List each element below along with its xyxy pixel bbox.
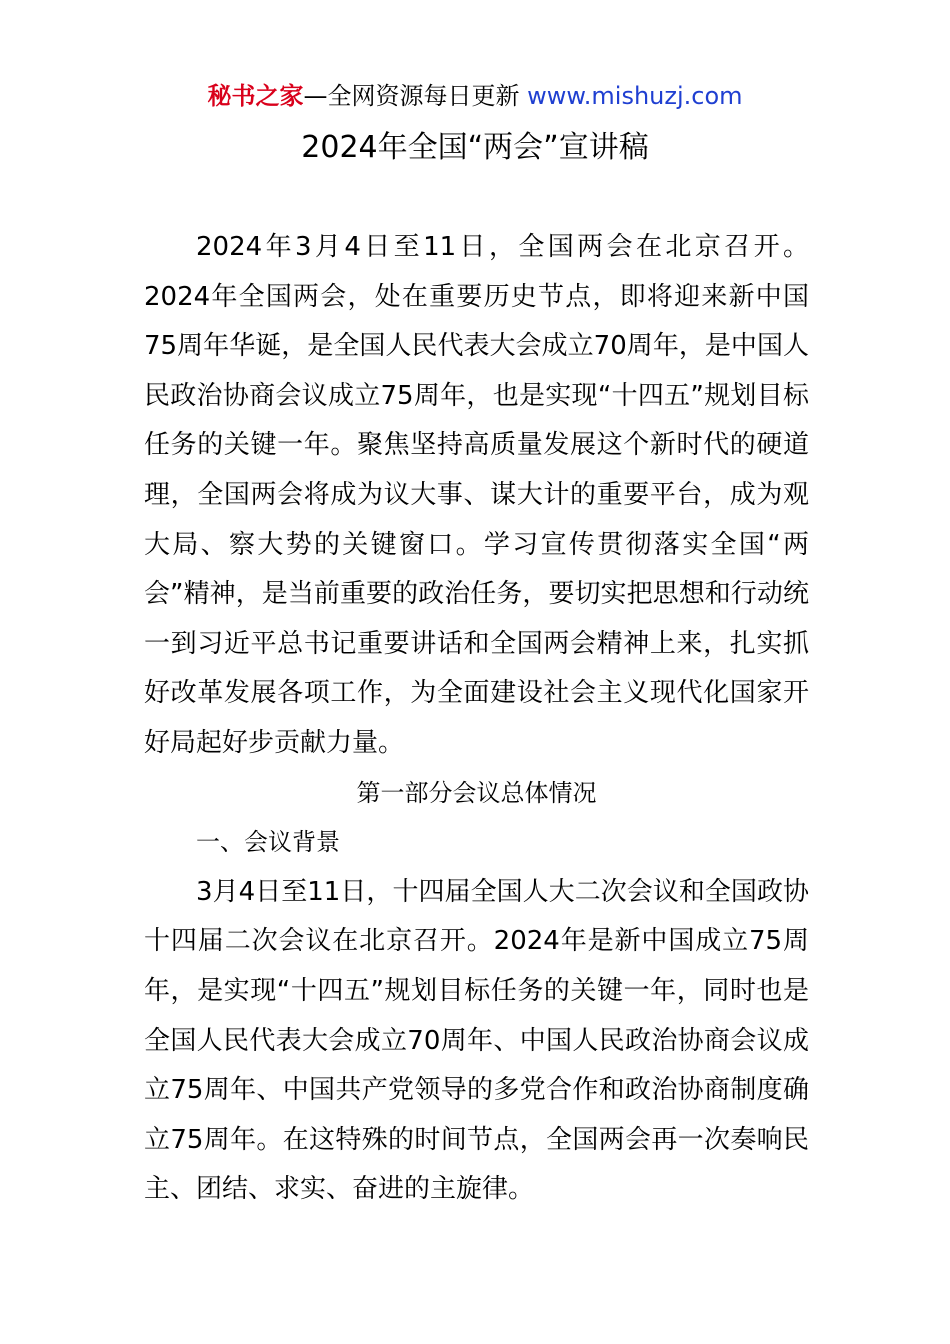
part-heading: 第一部分会议总体情况 [356, 778, 597, 807]
section-heading: 一、会议背景 [196, 828, 340, 857]
document-title: 2024年全国“两会”宣讲稿 [301, 130, 649, 165]
site-header [0, 80, 950, 112]
section-paragraph: 3月4日至11日，十四届全国人大二次会议和全国政协十四届二次会议在北京召开。2024年是新中国成立75周年，是实现“十四五”规划目标任务的关键一年，同时也是全国人民代表大会成立70周年、中国人民政治协商会议成立75周年、中国共产党领导的多党合作和政治协商制度确立75周年。在这特殊的时间节点，全国两会再一次奏响民主、团结、求实、奋进的主旋律。 [144, 876, 809, 1205]
site-url-link[interactable]: www.mishuzj.com [527, 82, 743, 110]
intro-paragraph: 2024年3月4日至11日，全国两会在北京召开。2024年全国两会，处在重要历史节点，即将迎来新中国75周年华诞，是全国人民代表大会成立70周年，是中国人民政治协商会议成立75周年，也是实现“十四五”规划目标任务的关键一年。聚焦坚持高质量发展这个新时代的硬道理，全国两会将成为议大事、谋大计的重要平台，成为观大局、察大势的关键窗口。学习宣传贯彻落实全国“两会”精神，是当前重要的政治任务，要切实把思想和行动统一到习近平总书记重要讲话和全国两会精神上来，扎实抓好改革发展各项工作，为全面建设社会主义现代化国家开好局起好步贡献力量。 [144, 232, 809, 758]
document-body [144, 223, 809, 1215]
site-slogan: —全网资源每日更新 [303, 82, 520, 110]
site-brand: 秘书之家 [207, 82, 304, 110]
